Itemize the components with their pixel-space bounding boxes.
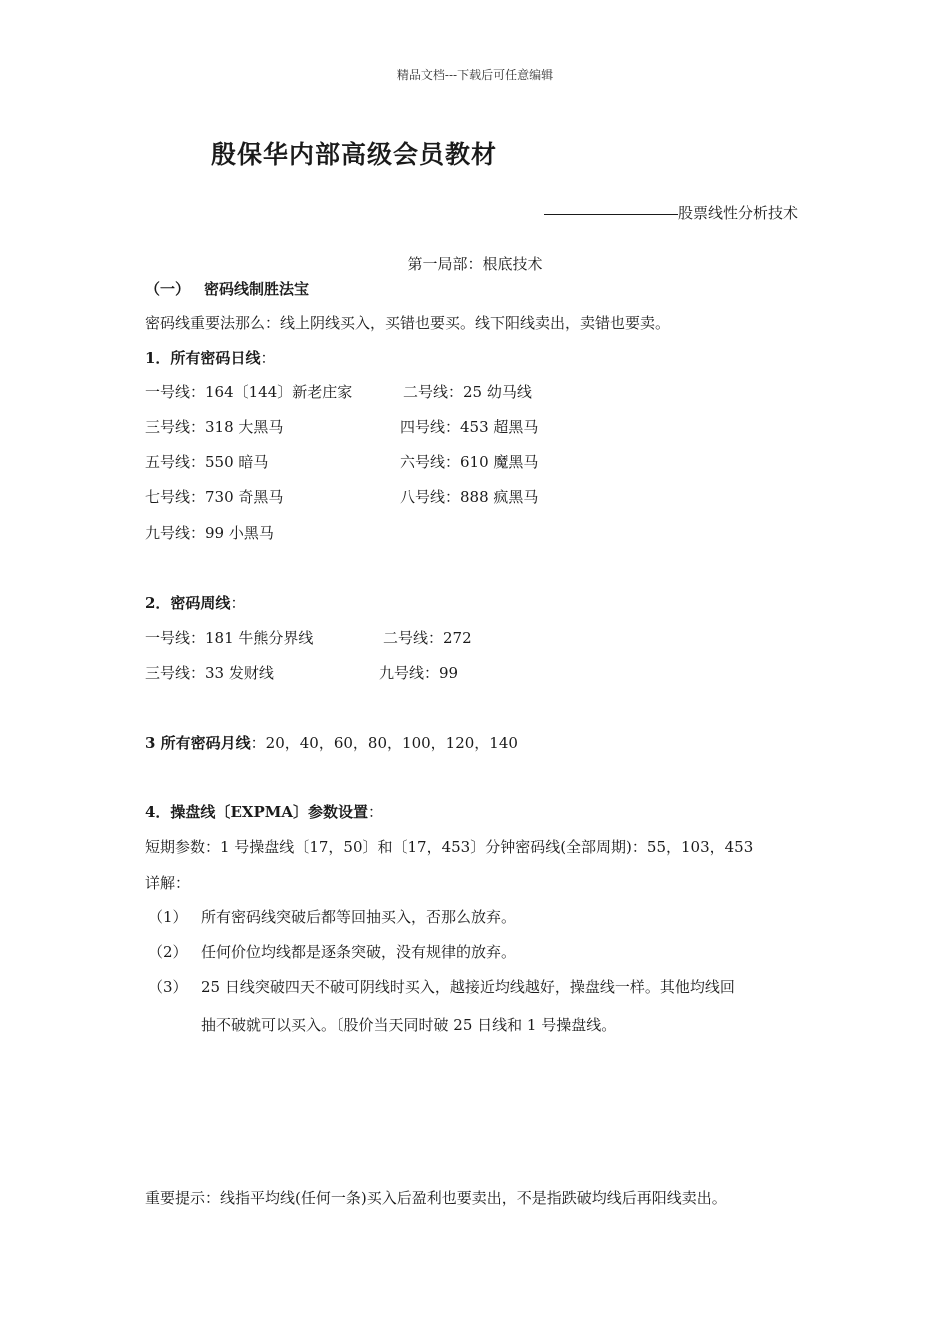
monthly-line bbox=[145, 732, 518, 753]
detail-item-3-number: （3） bbox=[148, 978, 188, 996]
daily-heading-label: 1．所有密码日线 bbox=[145, 349, 261, 367]
subtitle-dash-line bbox=[544, 214, 678, 215]
expma-heading bbox=[145, 801, 383, 822]
daily-line-8: 八号线：888 疯黑马 bbox=[400, 488, 539, 506]
daily-line-2: 二号线：25 幼马线 bbox=[403, 383, 532, 401]
daily-heading bbox=[145, 347, 275, 368]
daily-line-1: 一号线：164〔144〕新老庄家 bbox=[145, 383, 353, 401]
part-heading: 第一局部：根底技术 bbox=[407, 255, 543, 273]
weekly-line-1: 一号线：181 牛熊分界线 bbox=[145, 629, 314, 647]
daily-heading-colon: ： bbox=[260, 349, 276, 367]
weekly-heading-colon: ： bbox=[230, 594, 246, 612]
daily-line-5: 五号线：550 暗马 bbox=[145, 453, 269, 471]
monthly-heading: 3 所有密码月线 bbox=[145, 734, 251, 752]
document-subtitle bbox=[544, 202, 798, 223]
expma-heading-colon: ： bbox=[368, 803, 384, 821]
detail-item-1-number: （1） bbox=[148, 908, 188, 926]
weekly-line-2: 二号线：272 bbox=[383, 629, 472, 647]
section-intro: 密码线重要法那么：线上阴线买入，买错也要买。线下阳线卖出，卖错也要卖。 bbox=[145, 314, 671, 332]
monthly-values: ：20，40，60，80，100，120，140 bbox=[250, 734, 518, 752]
section-heading bbox=[145, 278, 309, 299]
detail-item-3-continuation: 抽不破就可以买入。〔股价当天同时破 25 日线和 1 号操盘线。 bbox=[201, 1016, 617, 1034]
expma-short-term: 短期参数：1 号操盘线〔17，50〕和〔17，453〕分钟密码线(全部周期)：55，103，453 bbox=[145, 838, 754, 856]
document-title: 殷保华内部高级会员教材 bbox=[211, 140, 498, 169]
weekly-line-3: 三号线：33 发财线 bbox=[145, 664, 274, 682]
subtitle-text: 股票线性分析技术 bbox=[677, 204, 798, 222]
weekly-heading bbox=[145, 592, 245, 613]
section-title: 密码线制胜法宝 bbox=[204, 280, 310, 298]
daily-line-7: 七号线：730 奇黑马 bbox=[145, 488, 284, 506]
daily-line-9: 九号线：99 小黑马 bbox=[145, 524, 274, 542]
section-number: （一） bbox=[145, 280, 191, 298]
detail-item-3-text: 25 日线突破四天不破可阴线时买入，越接近均线越好，操盘线一样。其他均线回 bbox=[201, 978, 735, 996]
daily-line-4: 四号线：453 超黑马 bbox=[400, 418, 539, 436]
detail-item-1-text: 所有密码线突破后都等回抽买入，否那么放弃。 bbox=[201, 908, 517, 926]
weekly-heading-label: 2．密码周线 bbox=[145, 594, 231, 612]
weekly-line-4: 九号线：99 bbox=[379, 664, 459, 682]
daily-line-3: 三号线：318 大黑马 bbox=[145, 418, 284, 436]
detail-item-2-number: （2） bbox=[148, 943, 188, 961]
expma-detail-label: 详解： bbox=[145, 874, 191, 892]
daily-line-6: 六号线：610 魔黑马 bbox=[400, 453, 539, 471]
header-watermark: 精品文档---下载后可任意编辑 bbox=[396, 68, 554, 82]
expma-heading-label: 4．操盘线〔EXPMA〕参数设置 bbox=[145, 803, 369, 821]
footer-note: 重要提示：线指平均线(任何一条)买入后盈利也要卖出，不是指跌破均线后再阳线卖出。 bbox=[145, 1189, 727, 1207]
detail-item-2-text: 任何价位均线都是逐条突破，没有规律的放弃。 bbox=[201, 943, 517, 961]
